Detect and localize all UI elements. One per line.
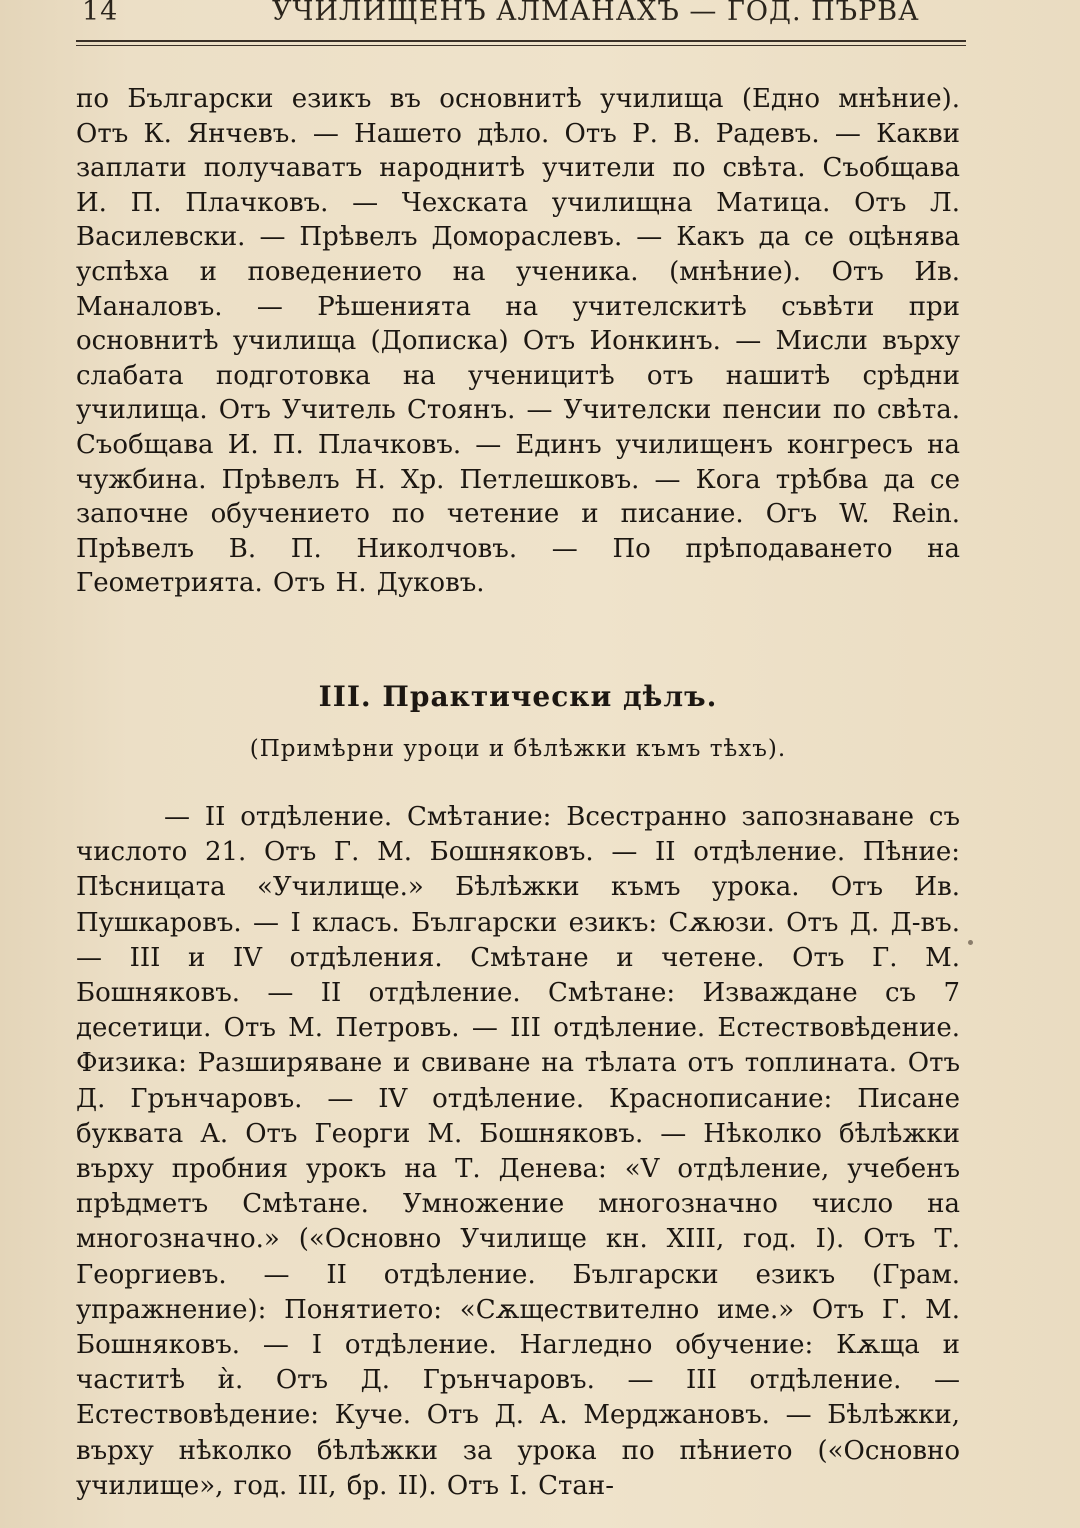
body-text-block-1: [76, 82, 960, 601]
running-head: УЧИЛИЩЕНЪ АЛМАНАХЪ — ГОД. ПЪРВА: [272, 0, 920, 27]
page-header: [76, 0, 962, 40]
paragraph-continued: по Български езикъ въ основнитѣ училища (Едно мнѣние). Отъ К. Янчевъ. — Нашето дѣло. Отъ Р. В. Радевъ. — Какви заплати получаватъ народнитѣ учители по свѣта. Съобщава И. П. Плачковъ. — Чехската училищна Матица. Отъ Л. Василевски. — Прѣвелъ Домораслевъ. — Какъ да се оцѣнява успѣха и поведението на ученика. (мнѣние). Отъ Ив. Маналовъ. — Рѣшенията на учителскитѣ съвѣти при основнитѣ училища (Дописка) Отъ Ионкинъ. — Мисли върху слабата подготовка на ученицитѣ отъ нашитѣ срѣдни училища. Отъ Учитель Стоянъ. — Учителски пенсии по свѣта. Съобщава И. П. Плачковъ. — Единъ училищенъ конгресъ на чужбина. Прѣвелъ Н. Хр. Петлешковъ. — Кога трѣбва да се започне обучението по четение и писание. Огъ W. Rein. Прѣвелъ В. П. Николчовъ. — По прѣподаването на Геометрията. Отъ Н. Дуковъ.: [76, 84, 960, 599]
header-rule: [76, 40, 966, 46]
body-text-block-2: [76, 800, 960, 1504]
print-speck: [968, 940, 973, 945]
section-heading: III. Практически дѣлъ.: [318, 680, 718, 713]
paragraph-practical: — II отдѣление. Смѣтание: Всестранно запознаване съ числото 21. Отъ Г. М. Бошняковъ. — II отдѣление. Пѣние: Пѣсницата «Училище.» Бѣлѣжки къмъ урока. Отъ Ив. Пушкаровъ. — I класъ. Български езикъ: Сѫюзи. Отъ Д. Д-въ. — III и IV отдѣления. Смѣтане и четене. Отъ Г. М. Бошняковъ. — II отдѣление. Смѣтане: Изваждане съ 7 десетици. Отъ М. Петровъ. — III отдѣление. Естествовѣдение. Физика: Разширяване и свиване на тѣлата отъ топлината. Отъ Д. Грънчаровъ. — IV отдѣление. Краснописание: Писане буквата А. Отъ Георги М. Бошняковъ. — Нѣколко бѣлѣжки върху пробния урокъ на Т. Денева: «V отдѣление, учебенъ прѣдметъ Смѣтане. Умножение многозначно число на многозначно.» («Основно Училище кн. XIII, год. I). Отъ Т. Георгиевъ. — II отдѣление. Български езикъ (Грам. упражнение): Понятието: «Сѫществително име.» Отъ Г. М. Бошняковъ. — I отдѣление. Нагледно обучение: Кѫща и частитѣ ѝ. Отъ Д. Грънчаровъ. — III отдѣление. — Естествовѣдение: Куче. Отъ Д. А. Мерджановъ. — Бѣлѣжки, върху нѣколко бѣлѣжки за урока по пѣнието («Основно училище», год. III, бр. II). Отъ I. Стан-: [76, 802, 960, 1501]
page-number: 14: [82, 0, 119, 27]
section-subheading: (Примѣрни уроци и бѣлѣжки къмъ тѣхъ).: [249, 736, 787, 762]
